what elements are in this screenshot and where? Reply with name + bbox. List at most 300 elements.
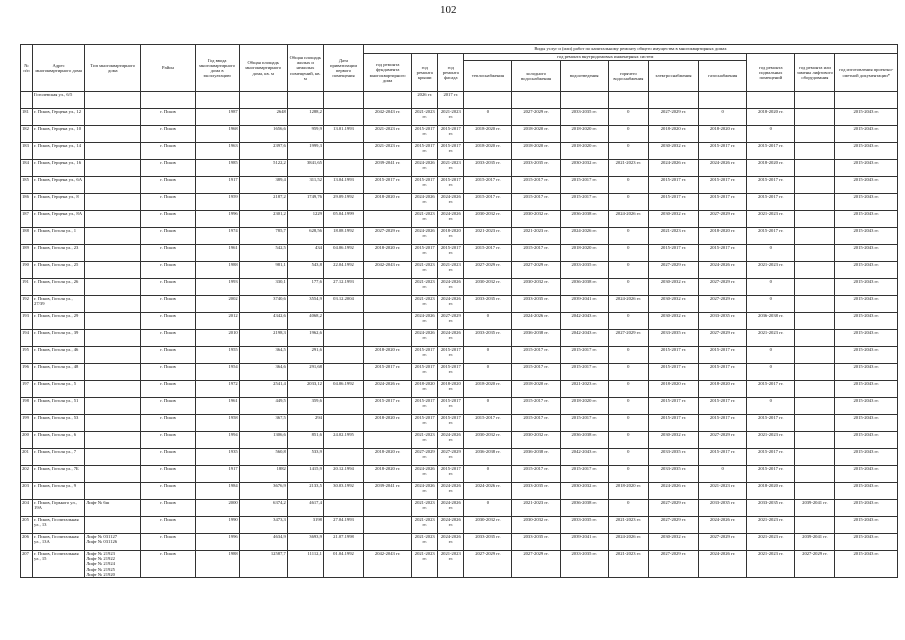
cell-foundation: 2018-2020 гг. [364,466,412,483]
cell-type [85,364,141,381]
cell-year: 1984 [195,483,239,500]
cell-lift [795,449,835,466]
cell-foundation [364,296,412,313]
cell-address: г. Псков, Герцена ул., 8А [33,211,85,228]
cell-cold: 2027-2029 гг. [512,551,560,578]
cell-area-total: 2397,6 [239,143,287,160]
cell-foundation: 2027-2029 гг. [364,228,412,245]
cell-gas: 2018-2020 гг. [699,381,747,398]
cell-area-res: 4617,4 [287,500,323,517]
cell-roof: 2024-2026 гг. [412,466,438,483]
cell-hot: 0 [608,415,648,432]
cell-gas: 2015-2017 гг. [699,245,747,262]
cell-address: г. Псков, Госпитальная ул., 13А [33,534,85,551]
header-area-res: Общая площадь жилых и нежилых помещений, кв. м [287,45,323,92]
cell-gas: 2027-2029 гг. [699,534,747,551]
cell-year: 1959 [195,194,239,211]
cell-type [85,92,141,109]
cell-facade: 2018-2020 гг. [438,381,464,398]
cell-facade: 2015-2017 гг. [438,177,464,194]
cell-roof: 2024-2026 гг. [412,228,438,245]
cell-district: г. Псков [141,432,195,449]
header-hot: горячего водоснабжения [608,61,648,92]
cell-date-priv: 18.08.1992 [323,228,363,245]
cell-sewer: 2018-2020 гг. [560,245,608,262]
cell-num: 203 [21,483,33,500]
cell-roof: 2027-2029 гг. [412,449,438,466]
cell-roof: 2021-2023 гг. [412,211,438,228]
cell-foundation: 2018-2020 гг. [364,449,412,466]
table-row [21,551,898,578]
cell-area-total: 560,8 [239,449,287,466]
cell-electric: 2015-2017 гг. [648,415,698,432]
cell-district: г. Псков [141,534,195,551]
cell-heat: 2021-2023 гг. [464,228,512,245]
cell-address: г. Псков, Герцена ул., 12 [33,109,85,126]
cell-year: 1994 [195,432,239,449]
header-electric: электроснабжения [648,61,698,92]
cell-area-res: 4068,2 [287,313,323,330]
cell-num: 204 [21,500,33,517]
cell-basement: 2015-2017 гг. [747,415,795,432]
cell-design: 2015-2043 гг. [835,415,898,432]
header-date-priv: Дата приватизации первого помещения [323,45,363,92]
cell-facade: 2018-2020 гг. [438,228,464,245]
cell-basement: 0 [747,347,795,364]
cell-cold: 2033-2035 гг. [512,296,560,313]
cell-year: 1917 [195,177,239,194]
cell-heat: 0 [464,313,512,330]
cell-year: 1963 [195,143,239,160]
cell-design: 2015-2043 гг. [835,160,898,177]
cell-num: 190 [21,262,33,279]
cell-area-res: 1229 [287,211,323,228]
table-row [21,432,898,449]
cell-foundation: 2018-2020 гг. [364,347,412,364]
cell-district: г. Псков [141,211,195,228]
cell-area-total: 785,7 [239,228,287,245]
cell-heat: 2018-2020 гг. [464,126,512,143]
cell-cold [512,92,560,109]
cell-year: 1935 [195,449,239,466]
cell-area-total: 4634,9 [239,534,287,551]
cell-gas: 2033-2035 гг. [699,500,747,517]
cell-address: г. Псков, Горького ул., 19А [33,500,85,517]
cell-electric: 2018-2020 гг. [648,126,698,143]
cell-district: г. Псков [141,109,195,126]
cell-date-priv [323,364,363,381]
cell-foundation: 2042-2043 гг. [364,551,412,578]
cell-num: 202 [21,466,33,483]
cell-gas: 2024-2026 гг. [699,160,747,177]
header-basement: год ремонта подвальных помещений [747,54,795,92]
cell-basement: 0 [747,364,795,381]
cell-year [195,92,239,109]
cell-design: 2015-2043 гг. [835,364,898,381]
cell-electric: 2015-2017 гг. [648,398,698,415]
cell-address: г. Псков, Гоголя ул., 1 [33,228,85,245]
cell-basement: 2015-2017 гг. [747,228,795,245]
cell-gas: 2027-2029 гг. [699,279,747,296]
cell-basement: 2015-2017 гг. [747,177,795,194]
cell-area-total: 389,4 [239,177,287,194]
cell-area-res: 628,56 [287,228,323,245]
cell-type [85,296,141,313]
cell-year: 1961 [195,245,239,262]
cell-area-total: 2187,2 [239,194,287,211]
cell-area-res: 533,9 [287,449,323,466]
cell-heat: 2030-2032 гг. [464,211,512,228]
cell-electric: 2030-2032 гг. [648,432,698,449]
cell-electric: 2030-2032 гг. [648,279,698,296]
table-row [21,143,898,160]
cell-heat: 2018-2020 гг. [464,381,512,398]
cell-electric: 2024-2026 гг. [648,160,698,177]
cell-cold: 2033-2035 гг. [512,483,560,500]
cell-date-priv: 03.12.2004 [323,296,363,313]
header-type: Тип многоквартирного дома [85,45,141,92]
cell-district: г. Псков [141,449,195,466]
cell-foundation [364,500,412,517]
cell-gas: 2027-2029 гг. [699,432,747,449]
cell-address: г. Псков, Гоголя ул., 6 [33,432,85,449]
cell-address: Гоголевская ул., 6/5 [33,92,85,109]
cell-heat: 0 [464,500,512,517]
cell-roof: 2021-2023 гг. [412,432,438,449]
cell-address: г. Псков, Гоголя ул., 29 [33,313,85,330]
cell-address: г. Псков, Гоголя ул., 7 [33,449,85,466]
cell-roof: 2021-2023 гг. [412,262,438,279]
cell-electric: 2033-2035 гг. [648,466,698,483]
cell-electric: 2018-2020 гг. [648,381,698,398]
cell-date-priv: 27.12.1993 [323,279,363,296]
cell-num: 198 [21,398,33,415]
cell-electric: 2027-2029 гг. [648,262,698,279]
table-row [21,194,898,211]
cell-date-priv [323,160,363,177]
cell-type [85,109,141,126]
cell-area-total: 4342,6 [239,313,287,330]
table-row [21,347,898,364]
cell-date-priv: 05.04.1999 [323,211,363,228]
cell-type [85,415,141,432]
table-row [21,330,898,347]
cell-electric: 2030-2032 гг. [648,143,698,160]
header-heat: теплоснабжения [464,61,512,92]
cell-design: 2015-2043 гг. [835,211,898,228]
cell-cold: 2024-2026 гг. [512,313,560,330]
cell-num: 188 [21,228,33,245]
cell-facade: 2021-2023 гг. [438,160,464,177]
cell-heat: 0 [464,364,512,381]
cell-area-res: 959,9 [287,126,323,143]
cell-hot: 2024-2026 гг. [608,296,648,313]
cell-electric: 2030-2032 гг. [648,211,698,228]
cell-electric: 2033-2035 гг. [648,330,698,347]
cell-sewer: 2033-2035 гг. [560,109,608,126]
cell-hot [608,92,648,109]
cell-hot: 2018-2020 гг. [608,483,648,500]
cell-facade: 2024-2026 гг. [438,534,464,551]
cell-year: 1993 [195,279,239,296]
cell-electric: 2015-2017 гг. [648,177,698,194]
table-row [21,449,898,466]
cell-gas: 2015-2017 гг. [699,177,747,194]
cell-year: 1961 [195,398,239,415]
header-sewer: водоотведения [560,61,608,92]
cell-area-res: 311,52 [287,177,323,194]
cell-district: г. Псков [141,194,195,211]
cell-address: г. Псков, Госпитальная ул., 15 [33,551,85,578]
header-services: Виды услуг и (или) работ по капитальному ремонту общего имущества в многоквартирных домах [364,45,898,54]
cell-hot: 0 [608,347,648,364]
cell-lift [795,262,835,279]
table-row [21,381,898,398]
cell-roof: 2024-2026 гг. [412,330,438,347]
cell-facade: 2024-2026 гг. [438,194,464,211]
cell-sewer: 2018-2020 гг. [560,143,608,160]
cell-sewer: 2042-2043 гг. [560,313,608,330]
cell-cold: 2015-2017 гг. [512,415,560,432]
cell-heat: 2027-2029 гг. [464,262,512,279]
cell-cold: 2015-2017 гг. [512,245,560,262]
cell-date-priv: 24.02.1995 [323,432,363,449]
cell-address: г. Псков, Гоголя ул., 51 [33,398,85,415]
cell-design: 2015-2043 гг. [835,262,898,279]
cell-facade: 2015-2017 гг. [438,126,464,143]
cell-heat: 2027-2029 гг. [464,551,512,578]
cell-address: г. Псков, Гоголя ул., 48 [33,364,85,381]
cell-lift [795,347,835,364]
cell-date-priv: 04.06.1992 [323,245,363,262]
cell-address: г. Псков, Герцена ул., 8 [33,194,85,211]
cell-gas [699,92,747,109]
cell-year: 1988 [195,551,239,578]
cell-lift [795,432,835,449]
cell-date-priv: 21.07.1998 [323,534,363,551]
cell-design [835,92,898,109]
cell-lift [795,381,835,398]
cell-hot: 0 [608,245,648,262]
cell-electric: 2027-2029 гг. [648,500,698,517]
cell-date-priv: 13.04.1993 [323,177,363,194]
cell-facade: 2024-2026 гг. [438,296,464,313]
cell-district: г. Псков [141,143,195,160]
cell-basement: 0 [747,296,795,313]
cell-basement: 2018-2020 гг. [747,160,795,177]
cell-year: 1987 [195,109,239,126]
cell-gas: 2024-2026 гг. [699,262,747,279]
cell-lift [795,330,835,347]
cell-basement: 0 [747,398,795,415]
cell-sewer: 2033-2035 гг. [560,262,608,279]
table-row [21,483,898,500]
cell-type [85,143,141,160]
cell-area-res: 1749,76 [287,194,323,211]
cell-num: 183 [21,143,33,160]
cell-type [85,347,141,364]
cell-facade: 2024-2026 гг. [438,330,464,347]
cell-design: 2015-2043 гг. [835,381,898,398]
cell-year: 1954 [195,364,239,381]
cell-num: 206 [21,534,33,551]
cell-lift [795,466,835,483]
cell-facade: 2017 гг. [438,92,464,109]
cell-type [85,279,141,296]
cell-area-res: 359,6 [287,398,323,415]
cell-foundation: 2018-2020 гг. [364,245,412,262]
cell-basement: 2021-2023 гг. [747,534,795,551]
cell-lift [795,364,835,381]
cell-area-total: 6374,2 [239,500,287,517]
cell-type [85,466,141,483]
cell-facade: 2021-2023 гг. [438,551,464,578]
cell-basement: 2015-2017 гг. [747,143,795,160]
cell-cold: 2036-2038 гг. [512,449,560,466]
cell-area-total: 1882 [239,466,287,483]
cell-cold: 2018-2020 гг. [512,143,560,160]
cell-area-total: 3676,9 [239,483,287,500]
cell-lift [795,517,835,534]
cell-basement: 2021-2023 гг. [747,517,795,534]
cell-roof: 2024-2026 гг. [412,160,438,177]
header-num: № п/п [21,45,33,92]
cell-area-res: 3554,9 [287,296,323,313]
cell-lift [795,177,835,194]
cell-foundation: 2021-2023 гг. [364,143,412,160]
cell-design: 2015-2043 гг. [835,483,898,500]
cell-district: г. Псков [141,330,195,347]
cell-district: г. Псков [141,177,195,194]
cell-lift [795,194,835,211]
cell-sewer: 2018-2020 гг. [560,398,608,415]
cell-area-res: 543,8 [287,262,323,279]
cell-lift: 2039-2041 гг. [795,500,835,517]
cell-basement: 2021-2023 гг. [747,432,795,449]
cell-year: 2000 [195,500,239,517]
table-row [21,466,898,483]
cell-hot: 2027-2029 гг. [608,330,648,347]
cell-num: 184 [21,160,33,177]
cell-address: г. Псков, Гоголя ул., 26 [33,279,85,296]
cell-design: 2015-2043 гг. [835,313,898,330]
cell-basement: 2015-2017 гг. [747,381,795,398]
cell-area-res: 1962,6 [287,330,323,347]
cell-sewer: 2018-2020 гг. [560,126,608,143]
cell-cold: 2027-2029 гг. [512,262,560,279]
cell-area-res: 2033,12 [287,381,323,398]
cell-gas: 2015-2017 гг. [699,449,747,466]
cell-roof: 2024-2026 гг. [412,194,438,211]
cell-type [85,330,141,347]
cell-design: 2015-2043 гг. [835,449,898,466]
cell-foundation [364,313,412,330]
cell-address: г. Псков, Гоголя ул., 46 [33,347,85,364]
cell-lift [795,92,835,109]
cell-num: 207 [21,551,33,578]
cell-heat: 2030-2032 гг. [464,432,512,449]
cell-area-res: 1999,3 [287,143,323,160]
cell-lift [795,483,835,500]
table-body [21,92,898,578]
cell-gas: 2024-2026 гг. [699,551,747,578]
table-row [21,262,898,279]
cell-gas: 2018-2020 гг. [699,126,747,143]
cell-hot: 2021-2023 гг. [608,517,648,534]
cell-foundation [364,279,412,296]
table-row [21,160,898,177]
cell-area-total: 3740,6 [239,296,287,313]
cell-district: г. Псков [141,483,195,500]
cell-area-res: 177,6 [287,279,323,296]
cell-lift [795,143,835,160]
cell-area-total: 449,5 [239,398,287,415]
cell-year: 1917 [195,466,239,483]
cell-heat: 0 [464,398,512,415]
cell-facade: 2015-2017 гг. [438,398,464,415]
cell-foundation: 2015-2017 гг. [364,398,412,415]
cell-roof: 2015-2017 гг. [412,398,438,415]
cell-address: г. Псков, Госпитальная ул., 13 [33,517,85,534]
table-row [21,177,898,194]
cell-type [85,177,141,194]
cell-foundation [364,517,412,534]
cell-foundation: 2042-2043 гг. [364,262,412,279]
cell-basement: 2021-2023 гг. [747,262,795,279]
cell-district: г. Псков [141,347,195,364]
cell-lift [795,279,835,296]
cell-basement [747,92,795,109]
table-row [21,364,898,381]
cell-electric: 2027-2029 гг. [648,551,698,578]
cell-basement: 2021-2023 гг. [747,551,795,578]
cell-address: г. Псков, Гоголя ул., 5 [33,381,85,398]
table-row [21,534,898,551]
cell-design: 2015-2043 гг. [835,279,898,296]
cell-type [85,126,141,143]
header-gas: газоснабжения [699,61,747,92]
header-lift: год ремонта или замены лифтового оборудования [795,54,835,92]
cell-hot: 0 [608,126,648,143]
cell-num: 186 [21,194,33,211]
cell-district: г. Псков [141,262,195,279]
cell-address: г. Псков, Гоголя ул., 39 [33,330,85,347]
cell-facade: 2015-2017 гг. [438,347,464,364]
cell-sewer: 2033-2035 гг. [560,517,608,534]
cell-electric [648,92,698,109]
cell-electric: 2021-2023 гг. [648,228,698,245]
cell-basement: 2021-2023 гг. [747,211,795,228]
cell-electric: 2015-2017 гг. [648,347,698,364]
cell-design: 2015-2043 гг. [835,347,898,364]
cell-gas: 2033-2035 гг. [699,313,747,330]
cell-roof: 2021-2023 гг. [412,517,438,534]
cell-foundation [364,432,412,449]
cell-foundation: 2024-2026 гг. [364,381,412,398]
header-foundation: год ремонта фундамента многоквартирного дома [364,54,412,92]
cell-electric: 2030-2032 гг. [648,296,698,313]
cell-cold: 2030-2032 гг. [512,432,560,449]
cell-address: г. Псков, Герцена ул., 6А [33,177,85,194]
table-row [21,109,898,126]
header-address: Адрес многоквартирного дома [33,45,85,92]
cell-type [85,160,141,177]
cell-district: г. Псков [141,313,195,330]
cell-num: 201 [21,449,33,466]
cell-area-total: 364,6 [239,364,287,381]
table-row [21,313,898,330]
cell-num: 189 [21,245,33,262]
